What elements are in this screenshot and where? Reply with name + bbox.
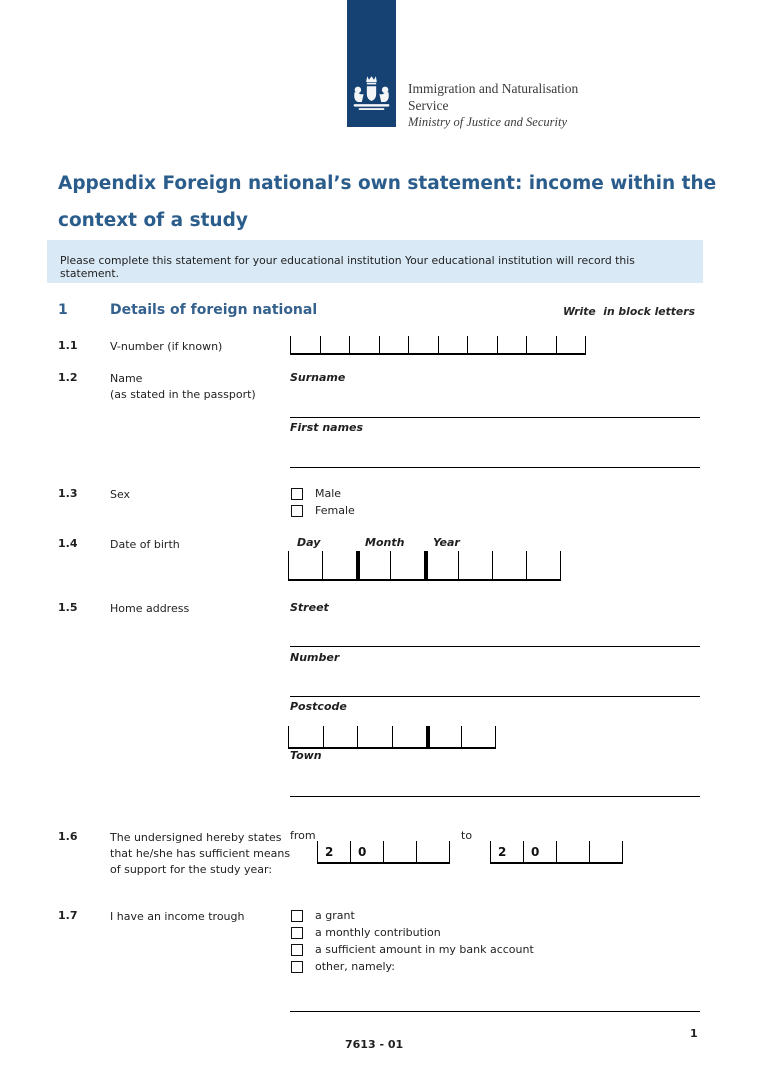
bank-account-label: a sufficient amount in my bank account: [315, 943, 534, 956]
other-input-line[interactable]: [290, 1011, 700, 1012]
grant-label: a grant: [315, 909, 355, 922]
notice-box: [47, 240, 703, 283]
coat-of-arms-icon: [350, 74, 393, 120]
form-code: 7613 - 01: [345, 1038, 404, 1051]
row-1-5-label: Home address: [110, 602, 190, 615]
study-year-to-comb-field[interactable]: 2 0: [490, 841, 623, 864]
first-names-input-line[interactable]: [290, 467, 700, 468]
organization-name-line2: Service: [408, 98, 449, 113]
document-title-line1: Appendix Foreign national’s own statement: income within the: [58, 173, 717, 194]
street-input-line[interactable]: [290, 646, 700, 647]
date-of-birth-comb-field[interactable]: [288, 551, 561, 581]
year-label: Year: [433, 536, 460, 549]
v-number-comb-field[interactable]: [290, 336, 586, 355]
female-checkbox[interactable]: [291, 505, 303, 517]
postcode-comb-field[interactable]: [288, 726, 496, 749]
row-1-4-label: Date of birth: [110, 538, 180, 551]
page-number: 1: [690, 1027, 698, 1040]
row-1-2-number: 1.2: [58, 371, 78, 384]
first-names-label: First names: [290, 421, 364, 434]
town-input-line[interactable]: [290, 796, 700, 797]
row-1-2-label: Name (as stated in the passport): [110, 372, 256, 401]
row-1-3-number: 1.3: [58, 487, 78, 500]
surname-input-line[interactable]: [290, 417, 700, 418]
section-number: 1: [58, 302, 68, 318]
other-label: other, namely:: [315, 960, 395, 973]
number-label: Number: [290, 651, 340, 664]
row-1-7-number: 1.7: [58, 909, 78, 922]
study-year-from-comb-field[interactable]: 2 0: [317, 841, 450, 864]
row-1-6-number: 1.6: [58, 830, 78, 843]
male-label: Male: [315, 487, 342, 500]
day-label: Day: [297, 536, 321, 549]
row-1-4-number: 1.4: [58, 537, 78, 550]
document-title-line2: context of a study: [58, 210, 248, 231]
male-checkbox[interactable]: [291, 488, 303, 500]
to-label: to: [461, 829, 473, 842]
other-checkbox[interactable]: [291, 961, 303, 973]
document-title: [58, 165, 718, 239]
row-1-5-number: 1.5: [58, 601, 78, 614]
notice-text: Please complete this statement for your educational institution Your educational institution will record this statement.: [60, 254, 635, 280]
street-label: Street: [290, 601, 329, 614]
from-label: from: [290, 829, 316, 842]
row-1-7-label: I have an income trough: [110, 910, 245, 923]
female-label: Female: [315, 504, 355, 517]
surname-label: Surname: [290, 371, 346, 384]
row-1-1-number: 1.1: [58, 339, 78, 352]
organization-name: [408, 80, 708, 114]
section-title: Details of foreign national: [110, 302, 318, 318]
ministry-name: Ministry of Justice and Security: [408, 115, 567, 129]
row-1-6-label: The undersigned hereby states that he/she has sufficient means of support for the study year:: [110, 831, 291, 876]
row-1-1-label: V-number (if known): [110, 340, 223, 353]
postcode-label: Postcode: [290, 700, 347, 713]
town-label: Town: [290, 749, 322, 762]
grant-checkbox[interactable]: [291, 910, 303, 922]
government-logo-ribbon: [347, 0, 396, 127]
row-1-3-label: Sex: [110, 488, 131, 501]
bank-account-checkbox[interactable]: [291, 944, 303, 956]
number-input-line[interactable]: [290, 696, 700, 697]
monthly-contribution-checkbox[interactable]: [291, 927, 303, 939]
month-label: Month: [365, 536, 405, 549]
monthly-contribution-label: a monthly contribution: [315, 926, 441, 939]
block-letters-hint: Write in block letters: [562, 305, 695, 318]
organization-name-line1: Immigration and Naturalisation: [408, 81, 579, 96]
